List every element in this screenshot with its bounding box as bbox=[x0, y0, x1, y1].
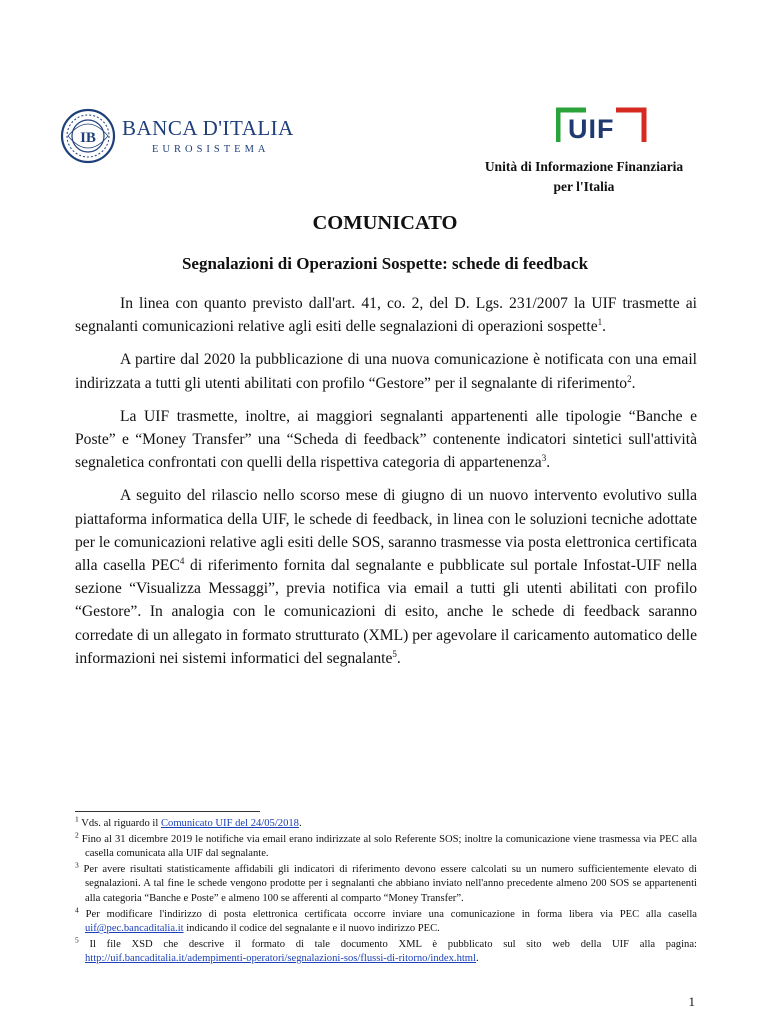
uif-organization-name bbox=[454, 157, 714, 197]
footnote-5: $^5$ Il file XSD che descrive il formato di tale documento XML è pubblicato sul sito web della UIF alla pagina: http://uif.bancaditalia.it/adempimenti-operatori/segnalazioni-sos/flussi-di-ritorno/index.html. bbox=[75, 935, 697, 965]
paragraph-1: In linea con quanto previsto dall'art. 41, co. 2, del D. Lgs. 231/2007 la UIF trasmette ai segnalanti comunicazioni relative agli esiti delle segnalazioni di operazioni sospette$^1$. bbox=[75, 295, 697, 336]
bank-name: BANCA D'ITALIA bbox=[122, 116, 294, 140]
footnote-ref-2: 2 bbox=[627, 373, 632, 384]
footnote-divider bbox=[75, 811, 260, 812]
footnote-ref-4: 4 bbox=[179, 555, 185, 566]
bank-subtitle: EUROSISTEMA bbox=[152, 144, 270, 155]
pec-email-link[interactable]: uif@pec.bancaditalia.it bbox=[85, 923, 184, 935]
banca-italia-logo bbox=[60, 108, 300, 164]
page-number: 1 bbox=[688, 994, 695, 1009]
xsd-page-link[interactable]: http://uif.bancaditalia.it/adempimenti-operatori/segnalazioni-sos/flussi-di-ritorno/index.html bbox=[85, 953, 476, 965]
document-body bbox=[75, 292, 697, 680]
document-subtitle: Segnalazioni di Operazioni Sospette: schede di feedback bbox=[181, 254, 589, 273]
footnote-ref-3: 3 bbox=[541, 453, 547, 464]
svg-text:IB: IB bbox=[80, 130, 96, 146]
paragraph-2: A partire dal 2020 la pubblicazione di una nuova comunicazione è notificata con una email indirizzata a tutti gli utenti abilitati con profilo “Gestore” per il segnalante di riferimento$^2$. bbox=[75, 351, 697, 392]
footnote-1: $^1$ Vds. al riguardo il Comunicato UIF del 24/05/2018. bbox=[75, 814, 302, 829]
comunicato-link[interactable]: Comunicato UIF del 24/05/2018 bbox=[160, 818, 299, 829]
document-title: COMUNICATO bbox=[312, 212, 458, 234]
footnote-ref-5: 5 bbox=[392, 648, 397, 659]
uif-logo-text: UIF bbox=[568, 114, 615, 144]
footnote-4: $^4$ Per modificare l'indirizzo di posta elettronica certificata occorre inviare una comunicazione in forma libera via PEC alla casella uif@pec.bancaditalia.it indicando il codice del segnalante e il nuovo indirizzo PEC. bbox=[75, 905, 697, 935]
footnote-3: $^3$ Per avere risultati statisticamente affidabili gli indicatori di riferimento devono essere calcolati su un numero sufficientemente elevato di segnalazioni. A tal fine le schede vengono prodotte per i segnalanti che abbiano inviato nell'anno precedente almeno 200 SOS se appartenenti alla categoria “Banche e Poste” e almeno 100 se afferenti al comparto “Money Transfer”. bbox=[75, 860, 697, 904]
paragraph-4: A seguito del rilascio nello scorso mese di giugno di un nuovo intervento evolutivo sulla piattaforma informatica della UIF, le schede di feedback, in linea con le soluzioni tecniche adottate per le comunicazioni relative agli esiti delle SOS, saranno trasmesse via posta elettronica certificata alla casella PEC$^4$ di riferimento fornita dal segnalante e pubblicate sul portale Infostat-UIF nella sezione “Visualizza Messaggi”, previa notifica via email a tutti gli utenti abilitati con profilo “Gestore”. In analogia con le comunicazioni di esito, anche le schede di feedback saranno corredate di un allegato in formato strutturato (XML) per agevolare il caricamento automatico delle informazioni nei sistemi informatici del segnalante$^5$. bbox=[75, 487, 697, 667]
footnote-ref-1: 1 bbox=[597, 317, 603, 328]
uif-org-line2: per l'Italia bbox=[553, 179, 615, 194]
uif-logo bbox=[556, 104, 652, 152]
footnotes bbox=[75, 814, 697, 968]
paragraph-3: La UIF trasmette, inoltre, ai maggiori segnalanti appartenenti alle tipologie “Banche e Poste” e “Money Transfer” una “Scheda di feedback” contenente indicatori sintetici sull'attività segnaletica confrontati con quelli della rispettiva categoria di appartenenza$^3$. bbox=[75, 407, 697, 472]
banca-italia-seal-icon bbox=[60, 108, 116, 164]
uif-org-line1: Unità di Informazione Finanziaria bbox=[484, 159, 684, 174]
footnote-2: $^2$ Fino al 31 dicembre 2019 le notifiche via email erano indirizzate al solo Referente SOS; inoltre la comunicazione viene trasmessa via PEC alla casella comunicata alla UIF dal segnalante. bbox=[75, 830, 697, 860]
